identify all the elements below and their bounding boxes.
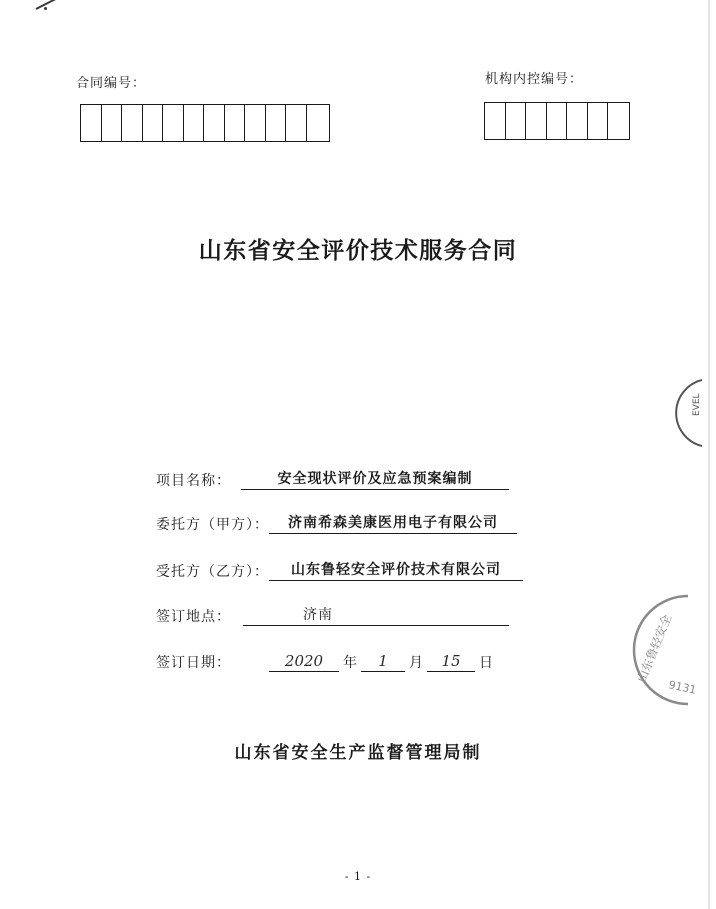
project-name-value[interactable]: 安全现状评价及应急预案编制 [241, 468, 509, 490]
contract-title: 山东省安全评价技术服务合同 [198, 238, 518, 264]
contract-number-cell[interactable] [245, 105, 266, 141]
contract-number-cell[interactable] [184, 105, 205, 141]
year-unit: 年 [343, 655, 357, 671]
internal-number-cell[interactable] [526, 103, 547, 139]
contractor-label: 受托方（乙方）： [156, 564, 269, 580]
contract-number-cell[interactable] [102, 105, 123, 141]
contract-number-label: 合同编号： [76, 76, 147, 91]
contract-number-boxes[interactable] [80, 104, 330, 142]
internal-number-cell[interactable] [608, 103, 629, 139]
project-name-label: 项目名称： [156, 473, 231, 489]
internal-number-cell[interactable] [588, 103, 609, 139]
contract-number-cell[interactable] [81, 105, 102, 141]
contract-number-cell[interactable] [286, 105, 307, 141]
contract-number-cell[interactable] [307, 105, 328, 141]
page-edge-shadow [708, 0, 710, 909]
internal-number-cell[interactable] [547, 103, 568, 139]
client-label: 委托方（甲方）： [156, 517, 269, 533]
contract-number-cell[interactable] [266, 105, 287, 141]
month-unit: 月 [409, 655, 423, 671]
contract-number-cell[interactable] [122, 105, 143, 141]
internal-number-label: 机构内控编号： [485, 72, 584, 87]
pen-dot [44, 7, 47, 10]
signing-date-field [156, 646, 497, 672]
edge-stamp-text: EVEL [692, 393, 702, 416]
project-name-field [156, 464, 509, 490]
contract-number-cell[interactable] [225, 105, 246, 141]
signing-place-field [156, 600, 509, 626]
contractor-value[interactable]: 山东鲁轻安全评价技术有限公司 [269, 559, 523, 581]
internal-number-cell[interactable] [506, 103, 527, 139]
seal-number-text: 9131 [667, 678, 698, 697]
signing-place-label: 签订地点： [156, 609, 231, 625]
internal-number-cell[interactable] [567, 103, 588, 139]
edge-stamp-fragment [668, 376, 708, 450]
client-value[interactable]: 济南希森美康医用电子有限公司 [269, 512, 517, 534]
page-number: - 1 - [344, 870, 372, 883]
issuing-authority: 山东省安全生产监督管理局制 [234, 743, 482, 763]
client-field [156, 508, 517, 534]
contractor-field [156, 555, 523, 581]
signing-month-value[interactable]: 1 [361, 652, 405, 672]
contract-number-cell[interactable] [204, 105, 225, 141]
internal-number-boxes[interactable] [484, 102, 630, 140]
internal-number-cell[interactable] [485, 103, 506, 139]
signing-day-value[interactable]: 15 [427, 652, 475, 672]
signing-place-value[interactable]: 济南 [243, 604, 509, 626]
seal-main-text: 山东鲁轻安全 [634, 612, 675, 685]
contract-number-cell[interactable] [143, 105, 164, 141]
company-seal [628, 590, 698, 710]
pen-mark [36, 0, 76, 10]
signing-year-value[interactable]: 2020 [269, 652, 339, 672]
contract-number-cell[interactable] [163, 105, 184, 141]
signing-date-label: 签订日期： [156, 655, 231, 671]
day-unit: 日 [479, 655, 493, 671]
